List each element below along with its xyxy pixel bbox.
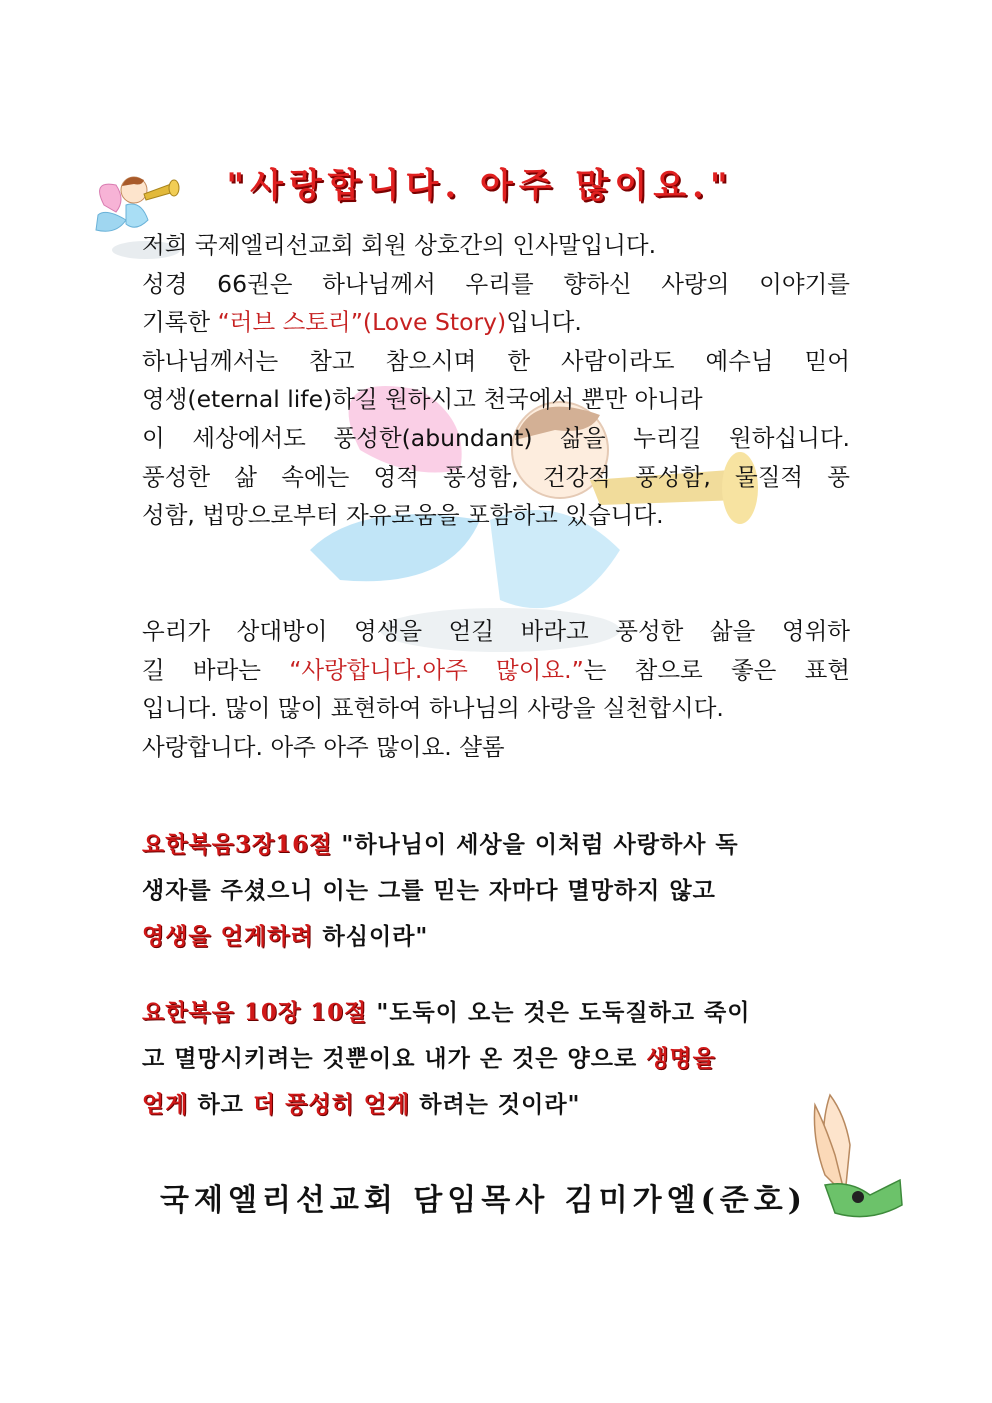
page-title: "사랑합니다. 아주 많이요." — [226, 166, 734, 206]
text-line: 하나님께서는 참고 참으시며 한 사람이라도 예수님 믿어 — [142, 346, 850, 375]
verse-line: 생자를 주셨으니 이는 그를 믿는 자마다 멸망하지 않고 — [142, 877, 716, 904]
verse-text: 하고 — [188, 1091, 253, 1118]
verse-text: 하려는 것이라" — [410, 1091, 581, 1118]
verse-text: 하심이라" — [313, 923, 429, 950]
verse-reference: 요한복음 10장 10절 — [142, 999, 368, 1026]
text-line: 성경 66권은 하나님께서 우리를 향하신 사랑의 이야기를 — [142, 269, 850, 298]
verse-highlight: 영생을 얻게하려 — [142, 923, 314, 950]
highlighted-phrase: “러브 스토리”(Love Story) — [217, 308, 507, 337]
highlighted-phrase: “사랑합니다.아주 많이요.” — [289, 655, 584, 684]
signature: 국제엘리선교회 담임목사 김미가엘(준호) — [160, 1183, 807, 1218]
text-line: 우리가 상대방이 영생을 얻길 바라고 풍성한 삶을 영위하 — [142, 617, 850, 645]
second-paragraph — [142, 612, 850, 766]
text-line: 이 세상에서도 풍성한(abundant) 삶을 누리길 원하십니다. — [142, 423, 850, 452]
text-fragment: 입니다. — [506, 308, 582, 337]
text-line: 풍성한 삶 속에는 영적 풍성함, 건강적 풍성함, 물질적 풍 — [142, 462, 850, 491]
text-line — [142, 651, 850, 690]
text-line: 성함, 법망으로부터 자유로움을 포함하고 있습니다. — [142, 501, 664, 530]
bible-verse-john-10-10 — [142, 990, 850, 1128]
text-fragment: 기록한 — [142, 308, 218, 337]
text-fragment: 는 참으로 좋은 표현 — [583, 655, 850, 684]
verse-line — [142, 990, 850, 1036]
verse-line — [142, 1082, 850, 1128]
intro-paragraph — [142, 226, 850, 535]
verse-reference: 요한복음3장16절 — [142, 831, 333, 858]
text-line: 영생(eternal life)하길 원하시고 천국에서 뿐만 아니라 — [142, 385, 703, 414]
text-line — [142, 303, 850, 342]
verse-highlight: 얻게 — [142, 1091, 189, 1118]
praying-hands-icon — [790, 1085, 905, 1225]
text-line: 입니다. 많이 많이 표현하여 하나님의 사랑을 실천합시다. — [142, 694, 724, 723]
verse-line — [142, 1036, 850, 1082]
verse-line — [142, 914, 850, 960]
text-fragment: 길 바라는 — [142, 655, 290, 684]
verse-highlight: 더 풍성히 얻게 — [252, 1091, 411, 1118]
verse-line — [142, 822, 850, 868]
verse-text: 고 멸망시키려는 것뿐이요 내가 온 것은 양으로 — [142, 1045, 647, 1072]
text-line: 사랑합니다. 아주 아주 많이요. 샬롬 — [142, 732, 505, 761]
text-line: 저희 국제엘리선교회 회원 상호간의 인사말입니다. — [142, 231, 657, 259]
verse-text: "하나님이 세상을 이처럼 사랑하사 독 — [332, 831, 739, 858]
bible-verse-john-3-16 — [142, 822, 850, 960]
verse-text: "도둑이 오는 것은 도둑질하고 죽이 — [367, 999, 751, 1026]
verse-highlight: 생명을 — [646, 1045, 716, 1072]
